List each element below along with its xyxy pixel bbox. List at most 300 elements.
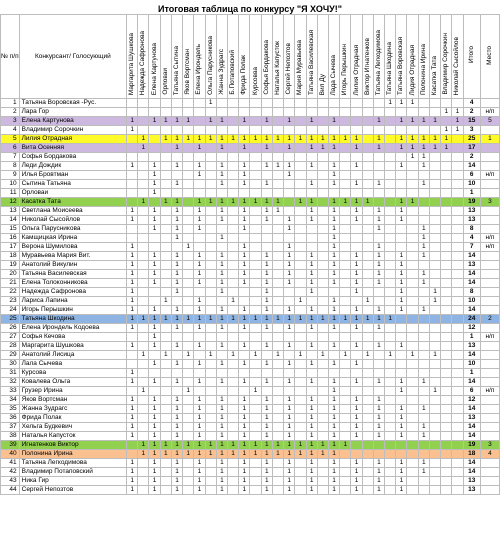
vote-cell [205,171,216,180]
contestant-name: Касатка Тата [19,198,126,207]
vote-cell [429,324,440,333]
vote-cell: 1 [261,117,272,126]
vote-cell: 1 [171,378,182,387]
vote-cell [272,432,283,441]
vote-cell [452,153,463,162]
row-place: 4 [480,450,499,459]
vote-cell [396,315,407,324]
vote-cell [362,405,373,414]
row-total: 17 [463,144,480,153]
vote-cell: 1 [373,432,384,441]
vote-cell: 1 [149,315,160,324]
vote-cell: 1 [418,225,429,234]
vote-cell [284,297,295,306]
vote-cell: 1 [194,414,205,423]
vote-cell [284,387,295,396]
vote-cell [272,477,283,486]
vote-cell [183,369,194,378]
vote-cell [194,153,205,162]
voter-name: Ольга Парусникова [206,36,214,95]
vote-cell [239,153,250,162]
vote-cell [418,324,429,333]
voter-header [295,15,306,99]
vote-cell [452,423,463,432]
vote-cell [149,243,160,252]
vote-cell: 1 [373,270,384,279]
vote-cell: 1 [328,279,339,288]
vote-cell [127,387,138,396]
vote-cell [362,171,373,180]
vote-cell [407,387,418,396]
vote-cell: 1 [284,252,295,261]
table-row [1,351,500,360]
vote-cell [407,324,418,333]
vote-cell [340,297,351,306]
vote-cell: 1 [261,288,272,297]
row-total: 12 [463,324,480,333]
vote-cell: 1 [261,441,272,450]
vote-cell [160,207,171,216]
vote-cell [250,99,261,108]
vote-cell [227,432,238,441]
vote-cell: 1 [216,423,227,432]
vote-cell [429,252,440,261]
vote-cell [407,405,418,414]
contestant-name: Татьяна Шкодина [19,315,126,324]
vote-cell: 1 [362,297,373,306]
vote-cell: 1 [373,378,384,387]
vote-cell [205,360,216,369]
vote-cell [452,441,463,450]
vote-cell [227,279,238,288]
row-total: 25 [463,135,480,144]
voter-name: Татьяна Сытина [173,45,180,95]
vote-cell: 1 [239,315,250,324]
vote-cell: 1 [418,270,429,279]
contestant-name: Вита Осенняя [19,144,126,153]
vote-cell [216,126,227,135]
vote-cell [160,468,171,477]
table-row [1,135,500,144]
vote-cell [452,252,463,261]
vote-cell: 1 [227,297,238,306]
vote-cell [407,414,418,423]
vote-cell [452,360,463,369]
vote-cell [418,297,429,306]
vote-cell: 1 [138,144,149,153]
vote-cell: 1 [216,216,227,225]
vote-cell: 1 [362,351,373,360]
vote-cell [396,396,407,405]
vote-cell: 1 [340,198,351,207]
table-row [1,333,500,342]
row-place [480,369,499,378]
vote-cell [306,225,317,234]
vote-cell [340,333,351,342]
vote-cell [317,288,328,297]
vote-cell: 1 [306,198,317,207]
vote-cell: 1 [216,162,227,171]
vote-cell [149,126,160,135]
vote-cell [227,252,238,261]
vote-cell: 1 [306,261,317,270]
row-total: 13 [463,216,480,225]
vote-cell: 1 [250,351,261,360]
table-row [1,324,500,333]
vote-cell [429,171,440,180]
vote-cell [250,153,261,162]
vote-cell [295,387,306,396]
vote-cell: 1 [351,261,362,270]
vote-cell: 1 [216,288,227,297]
voter-header [284,15,295,99]
vote-cell: 1 [284,162,295,171]
vote-cell [227,162,238,171]
row-total: 13 [463,342,480,351]
vote-cell [418,261,429,270]
vote-cell [295,405,306,414]
contestant-name: Фрида Полак [19,414,126,423]
vote-cell: 1 [160,450,171,459]
vote-cell: 1 [373,306,384,315]
vote-cell: 1 [239,171,250,180]
vote-cell: 1 [306,144,317,153]
vote-cell [306,108,317,117]
vote-cell: 1 [373,405,384,414]
vote-cell [295,225,306,234]
voter-name: Сергей Непозтов [285,43,293,95]
vote-cell: 1 [205,198,216,207]
row-total: 19 [463,198,480,207]
vote-cell [183,477,194,486]
vote-cell [441,153,452,162]
row-total: 24 [463,315,480,324]
contestant-name: Лара Гор [19,108,126,117]
vote-cell [183,459,194,468]
vote-cell [351,99,362,108]
vote-cell [441,396,452,405]
row-number: 36 [1,414,20,423]
vote-cell: 1 [317,144,328,153]
vote-cell [239,288,250,297]
vote-cell [407,270,418,279]
vote-cell: 1 [429,288,440,297]
vote-cell [160,153,171,162]
vote-cell [317,423,328,432]
vote-cell [138,414,149,423]
contestant-name: Верона Шумилова [19,243,126,252]
row-place: н/п [480,108,499,117]
contestant-name: Илья Бровтман [19,171,126,180]
vote-cell: 1 [127,216,138,225]
vote-cell [250,189,261,198]
vote-cell: 1 [418,378,429,387]
vote-cell: 1 [205,450,216,459]
vote-cell: 1 [194,468,205,477]
vote-cell [138,468,149,477]
vote-cell: 1 [183,315,194,324]
vote-cell [418,369,429,378]
row-total: 13 [463,261,480,270]
vote-cell: 1 [261,252,272,261]
vote-cell [284,207,295,216]
vote-cell [272,216,283,225]
vote-cell: 1 [205,441,216,450]
vote-cell: 1 [396,342,407,351]
vote-cell [183,324,194,333]
vote-cell: 1 [328,324,339,333]
row-number: 38 [1,432,20,441]
vote-cell [194,234,205,243]
contestant-name: Маргарита Шушкова [19,342,126,351]
vote-cell: 1 [328,459,339,468]
vote-cell: 1 [194,432,205,441]
vote-cell [183,333,194,342]
voter-name: Игорь Перышкин [341,43,349,95]
vote-cell: 1 [216,459,227,468]
vote-cell [362,432,373,441]
vote-cell [239,99,250,108]
vote-cell [239,108,250,117]
contestant-name: Хельга Будкевич [19,423,126,432]
row-place: 5 [480,117,499,126]
vote-cell [183,468,194,477]
vote-cell [272,270,283,279]
vote-cell [373,369,384,378]
row-total: 14 [463,378,480,387]
vote-cell [205,270,216,279]
row-place [480,99,499,108]
vote-cell [340,225,351,234]
table-row [1,216,500,225]
vote-cell: 1 [272,351,283,360]
vote-cell [183,306,194,315]
row-total: 18 [463,450,480,459]
vote-cell [452,324,463,333]
vote-cell: 1 [216,207,227,216]
vote-cell [418,486,429,495]
vote-cell [227,108,238,117]
vote-cell: 1 [306,414,317,423]
vote-cell: 1 [127,315,138,324]
row-number: 26 [1,324,20,333]
vote-cell: 1 [216,270,227,279]
row-place [480,396,499,405]
vote-cell: 1 [317,135,328,144]
contestant-name: Наталья Капусток [19,432,126,441]
vote-cell [227,387,238,396]
vote-cell [227,333,238,342]
vote-cell [250,117,261,126]
vote-cell: 1 [373,396,384,405]
vote-cell [149,234,160,243]
table-row [1,450,500,459]
vote-cell: 1 [261,135,272,144]
vote-cell [295,279,306,288]
vote-cell [429,162,440,171]
header-place [480,15,499,99]
vote-cell [205,297,216,306]
vote-cell [452,216,463,225]
vote-cell [272,396,283,405]
vote-cell [452,171,463,180]
vote-cell [407,108,418,117]
vote-cell [183,225,194,234]
vote-cell [385,459,396,468]
vote-cell: 1 [328,342,339,351]
vote-cell [183,360,194,369]
vote-cell [272,252,283,261]
voter-name: Надежда Сафронова [139,30,147,95]
vote-cell [407,441,418,450]
vote-cell [317,162,328,171]
vote-cell [385,162,396,171]
vote-cell [138,243,149,252]
vote-cell: 1 [261,144,272,153]
vote-cell [441,162,452,171]
vote-cell: 1 [239,477,250,486]
vote-cell [194,351,205,360]
vote-cell: 1 [396,405,407,414]
vote-cell: 1 [194,279,205,288]
table-title: Итоговая таблица по конкурсу "Я ХОЧУ!" [157,4,343,14]
vote-cell: 1 [261,324,272,333]
vote-cell: 1 [227,441,238,450]
vote-cell [183,126,194,135]
results-table [0,14,500,495]
vote-cell [227,477,238,486]
vote-cell [284,126,295,135]
table-row [1,414,500,423]
vote-cell [138,369,149,378]
vote-cell [407,477,418,486]
vote-cell [351,153,362,162]
vote-cell: 1 [418,135,429,144]
vote-cell [306,387,317,396]
vote-cell [340,306,351,315]
vote-cell [429,369,440,378]
vote-cell: 1 [429,144,440,153]
vote-cell: 1 [328,450,339,459]
vote-cell [272,369,283,378]
row-total: 19 [463,441,480,450]
vote-cell [295,216,306,225]
vote-cell: 1 [171,432,182,441]
vote-cell: 1 [272,315,283,324]
vote-cell [138,324,149,333]
vote-cell: 1 [284,432,295,441]
vote-cell: 1 [261,270,272,279]
vote-cell: 1 [373,342,384,351]
vote-cell [396,171,407,180]
row-total: 14 [463,306,480,315]
vote-cell: 1 [127,288,138,297]
vote-cell [441,252,452,261]
vote-cell [441,342,452,351]
vote-cell: 1 [149,360,160,369]
table-row [1,396,500,405]
vote-cell: 1 [407,99,418,108]
vote-cell [362,288,373,297]
vote-cell [205,153,216,162]
vote-cell [317,324,328,333]
table-row [1,171,500,180]
vote-cell [194,387,205,396]
vote-cell [138,423,149,432]
vote-cell [227,324,238,333]
vote-cell [429,360,440,369]
vote-cell: 1 [183,351,194,360]
vote-cell [127,441,138,450]
vote-cell [362,225,373,234]
vote-cell [239,369,250,378]
vote-cell [407,297,418,306]
row-total: 1 [463,189,480,198]
vote-cell: 1 [340,315,351,324]
vote-cell [317,468,328,477]
vote-cell [138,279,149,288]
table-row [1,126,500,135]
vote-cell [429,270,440,279]
vote-cell [171,369,182,378]
vote-cell [340,180,351,189]
row-number: 31 [1,369,20,378]
vote-cell: 1 [373,486,384,495]
voter-header [272,15,283,99]
vote-cell: 1 [261,414,272,423]
header-row [1,15,500,99]
vote-cell [340,324,351,333]
vote-cell [205,414,216,423]
vote-cell [441,99,452,108]
row-total: 6 [463,387,480,396]
vote-cell [373,297,384,306]
vote-cell [138,432,149,441]
vote-cell: 1 [284,477,295,486]
vote-cell [250,144,261,153]
row-place [480,459,499,468]
vote-cell: 1 [396,279,407,288]
vote-cell [227,459,238,468]
vote-cell: 1 [284,441,295,450]
vote-cell [306,297,317,306]
vote-cell [183,108,194,117]
vote-cell [429,405,440,414]
vote-cell [127,144,138,153]
vote-cell: 1 [216,324,227,333]
vote-cell [340,477,351,486]
vote-cell: 1 [127,306,138,315]
vote-cell: 1 [127,486,138,495]
voter-header [194,15,205,99]
voter-header [138,15,149,99]
vote-cell [373,189,384,198]
vote-cell: 1 [194,315,205,324]
vote-cell [127,450,138,459]
vote-cell: 1 [239,405,250,414]
vote-cell [452,333,463,342]
vote-cell [306,369,317,378]
vote-cell [441,306,452,315]
row-number: 39 [1,441,20,450]
vote-cell: 1 [373,261,384,270]
row-total: 14 [463,351,480,360]
table-row [1,468,500,477]
vote-cell: 1 [284,279,295,288]
vote-cell: 1 [171,396,182,405]
vote-cell [272,243,283,252]
vote-cell [351,117,362,126]
